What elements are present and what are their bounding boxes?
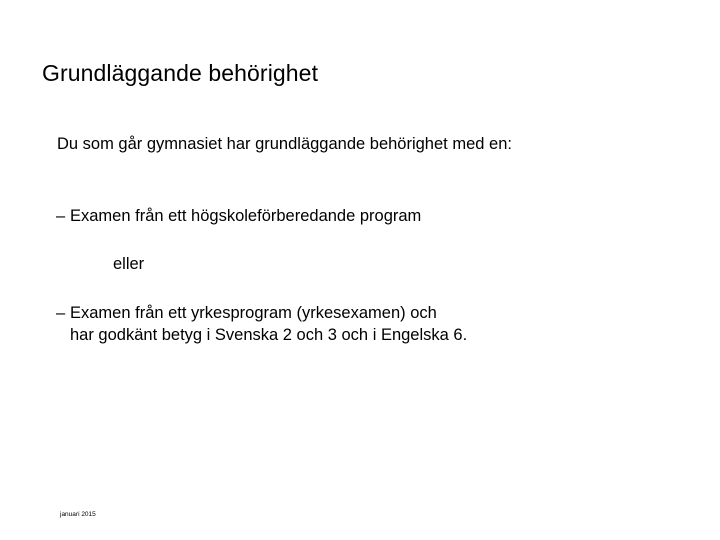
bullet-dash: – [56,207,66,225]
bullet-item-2 [56,302,467,346]
bullet-text-continued: har godkänt betyg i Svenska 2 och 3 och i Engelska 6. [70,326,468,344]
bullet-text: Examen från ett yrkesprogram (yrkesexamen) och [70,304,437,322]
bullet-text: Examen från ett högskoleförberedande program [70,207,422,225]
slide-title: Grundläggande behörighet [42,60,319,86]
or-separator: eller [113,255,145,273]
bullet-item-1 [56,205,421,227]
bullet-dash: – [56,304,66,322]
intro-text: Du som går gymnasiet har grundläggande behörighet med en: [57,135,512,153]
footer-date: januari 2015 [60,511,96,518]
